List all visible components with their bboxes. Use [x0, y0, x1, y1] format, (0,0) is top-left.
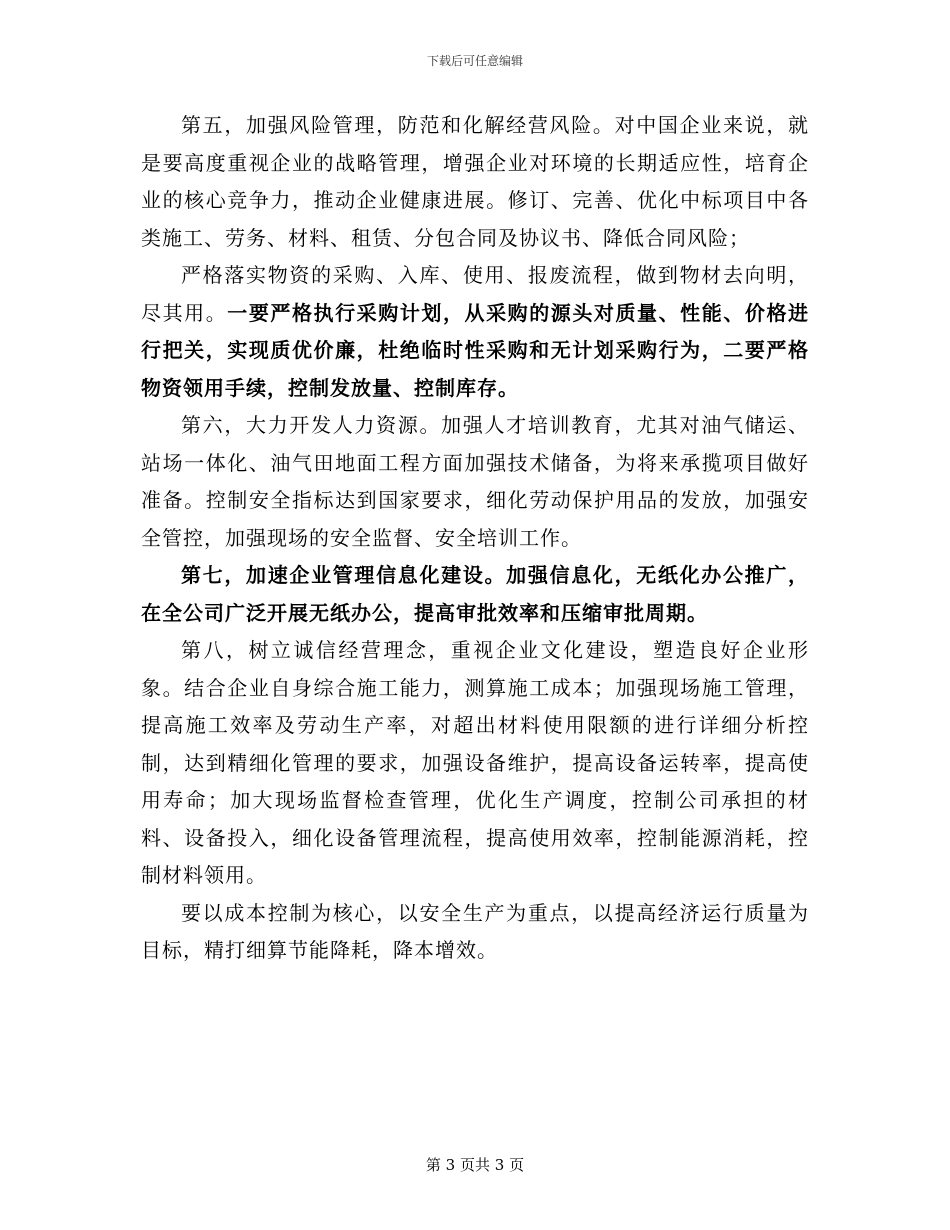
paragraph-cost-control	[141, 895, 809, 970]
document-body	[141, 107, 809, 970]
paragraph-bold-text: 第七，加速企业管理信息化建设。加强信息化，无纸化办公推广，在全公司广泛开展无纸办公，提高审批效率和压缩审批周期。	[141, 563, 809, 625]
paragraph-human-resources	[141, 407, 809, 557]
paragraph-text: 严格落实物资的采购、入库、使用、报废流程，做到物材去向明，尽其用。	[141, 263, 809, 325]
page-number: 第 3 页共 3 页	[425, 1156, 525, 1174]
paragraph-informatization	[141, 557, 809, 632]
paragraph-materials	[141, 257, 809, 407]
paragraph-bold-text: 一要严格执行采购计划，从采购的源头对质量、性能、价格进行把关，实现质优价廉，杜绝临时性采购和无计划采购行为，二要严格物资领用手续，控制发放量、控制库存。	[141, 300, 810, 400]
paragraph-integrity	[141, 632, 809, 895]
paragraph-risk-management	[141, 107, 809, 257]
paragraph-text: 第五，加强风险管理，防范和化解经营风险。对中国企业来说，就是要高度重视企业的战略管理，增强企业对环境的长期适应性，培育企业的核心竞争力，推动企业健康进展。修订、完善、优化中标项目中各类施工、劳务、材料、租赁、分包合同及协议书、降低合同风险；	[141, 113, 809, 250]
paragraph-text: 要以成本控制为核心，以安全生产为重点，以提高经济运行质量为目标，精打细算节能降耗，降本增效。	[141, 900, 809, 962]
paragraph-text: 第六，大力开发人力资源。加强人才培训教育，尤其对油气储运、站场一体化、油气田地面工程方面加强技术储备，为将来承揽项目做好准备。控制安全指标达到国家要求，细化劳动保护用品的发放，加强安全管控，加强现场的安全监督、安全培训工作。	[141, 413, 809, 550]
page-header: 下载后可任意编辑	[426, 54, 523, 68]
paragraph-text: 第八，树立诚信经营理念，重视企业文化建设，塑造良好企业形象。结合企业自身综合施工能力，测算施工成本；加强现场施工管理，提高施工效率及劳动生产率，对超出材料使用限额的进行详细分析控制，达到精细化管理的要求，加强设备维护，提高设备运转率，提高使用寿命；加大现场监督检查管理，优化生产调度，控制公司承担的材料、设备投入，细化设备管理流程，提高使用效率，控制能源消耗，控制材料领用。	[141, 638, 809, 887]
